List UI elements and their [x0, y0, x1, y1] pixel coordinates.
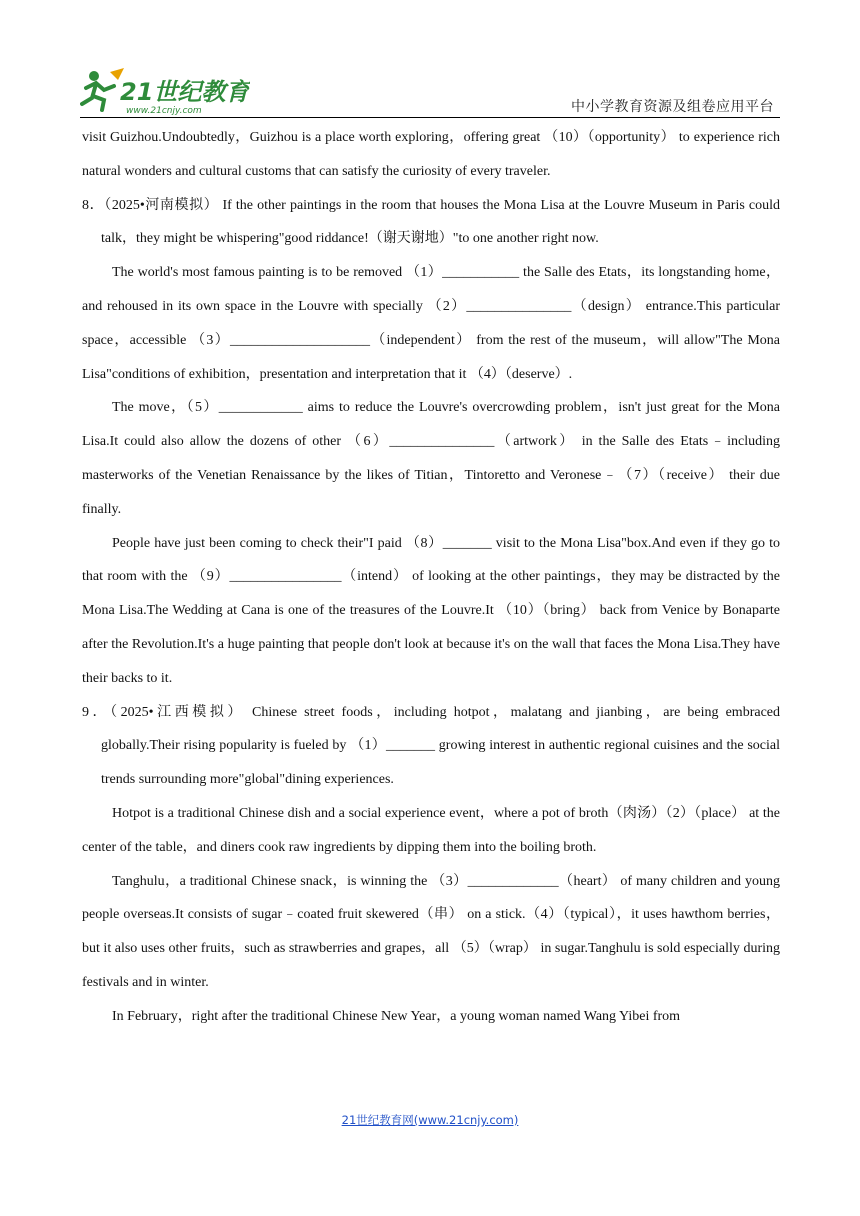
header-divider [80, 117, 780, 118]
page-header [0, 0, 860, 124]
logo-url: www.21cnjy.com [126, 106, 202, 116]
logo [80, 66, 250, 116]
question-9-heading: 9．（2025•江西模拟） Chinese street foods，including hotpot，malatang and jianbing，are being embraced globally.Their rising popularity is fueled by （1）_______ growing interest in authentic regional cuisines and the social trends surrounding more"global"dining experiences. [82, 704, 780, 788]
question-9-paragraph-2: Tanghulu，a traditional Chinese snack，is winning the （3）_____________（heart） of many children and young people overseas.It consists of sugar﹣coated fruit skewered（串） on a stick.（4）（typical），it uses hawthom berries，but it also uses other fruits，such as strawberries and grapes，all （5）（wrap） in sugar.Tanghulu is sold especially during festivals and in winter. [82, 873, 780, 990]
logo-graphic [80, 66, 250, 116]
footer-link[interactable]: 21世纪教育网(www.21cnjy.com) [341, 1113, 519, 1127]
question-9-paragraph-1: Hotpot is a traditional Chinese dish and a social experience event，where a pot of broth（肉汤）（2）（place） at the center of the table，and diners cook raw ingredients by dipping them into the boiling broth. [82, 805, 780, 855]
document-body [82, 121, 780, 1034]
paragraph-continuation: visit Guizhou.Undoubtedly，Guizhou is a place worth exploring，offering great （10）（opportunity） to experience rich natural wonders and cultural customs that can satisfy the curiosity of every traveler. [82, 130, 780, 179]
question-9-paragraph-3: In February，right after the traditional Chinese New Year，a young woman named Wang Yibei from [112, 1008, 681, 1024]
platform-title: 中小学教育资源及组卷应用平台 [571, 99, 774, 115]
logo-text: 21世纪教育 [120, 78, 250, 106]
question-8-paragraph-1: The world's most famous painting is to be removed （1）___________ the Salle des Etats，its longstanding home，and rehoused in its own space in the Louvre with specially （2）_______________（design） entrance.This particular space，accessible （3）____________________（independent） from the rest of the museum，will allow"The Mona Lisa"conditions of exhibition，presentation and interpretation that it （4）（deserve）. [82, 265, 780, 382]
question-8-heading: 8．（2025•河南模拟） If the other paintings in the room that houses the Mona Lisa at the Louvre Museum in Paris could talk，they might be whispering"good riddance!（谢天谢地）"to one another right now. [82, 197, 780, 247]
question-8-paragraph-3: People have just been coming to check their"I paid （8）_______ visit to the Mona Lisa"box.And even if they go to that room with the （9）________________（intend） of looking at the other paintings，they may be distracted by the Mona Lisa.The Wedding at Cana is one of the treasures of the Louvre.It （10）（bring） back from Venice by Bonaparte after the Revolution.It's a huge painting that people don't look at because it's on the wall that faces the Mona Lisa.They have their backs to it. [82, 535, 780, 686]
question-8-paragraph-2: The move，（5）____________ aims to reduce the Louvre's overcrowding problem，isn't just great for the Mona Lisa.It could also allow the dozens of other （6）_______________（artwork） in the Salle des Etats﹣including masterworks of the Venetian Renaissance by the likes of Titian，Tintoretto and Veronese﹣（7）（receive） their due finally. [82, 400, 780, 517]
